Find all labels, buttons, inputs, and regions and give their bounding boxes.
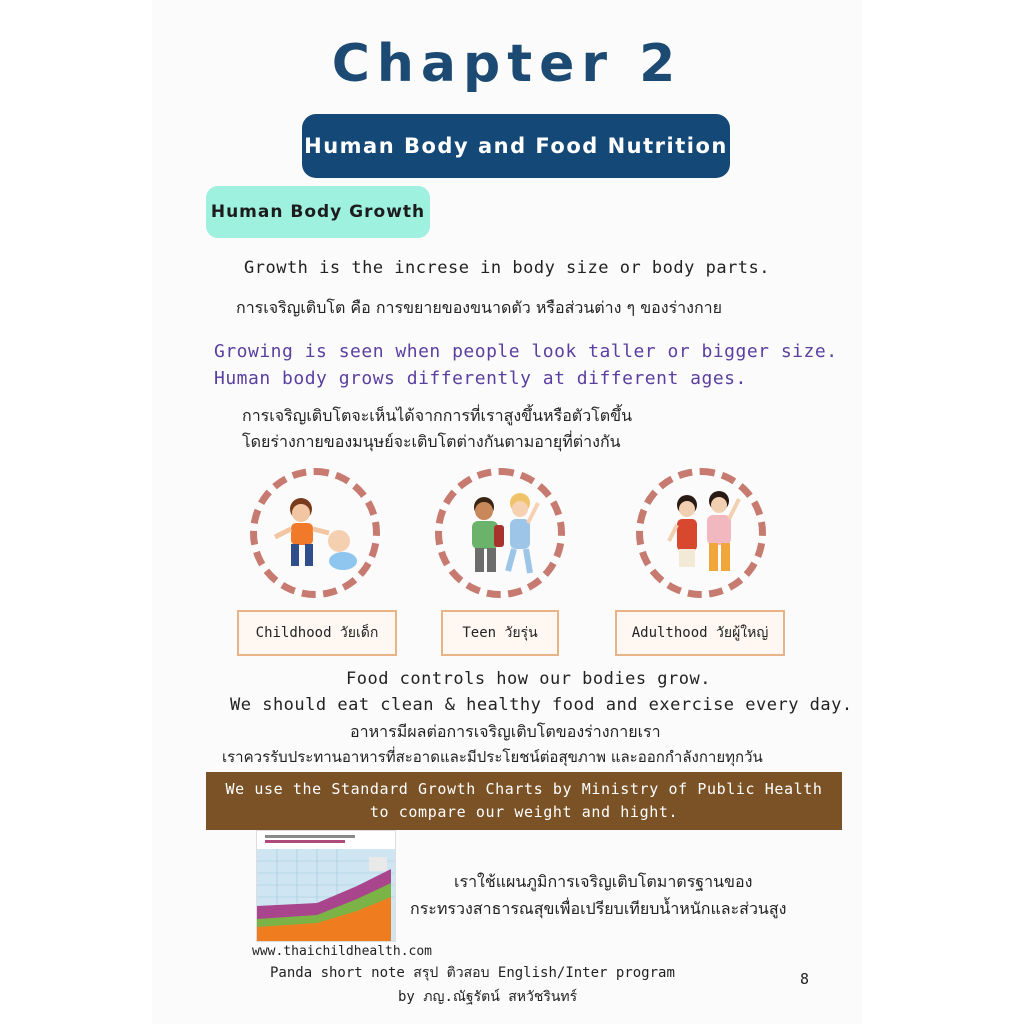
chapter-subtitle: Human Body and Food Nutrition: [302, 114, 730, 178]
teen-illustration: [435, 468, 565, 598]
growing-en-line2: Human body grows differently at different ages.: [214, 368, 747, 389]
page-number: 8: [800, 970, 810, 988]
footer-line2: by ภญ.ณัฐรัตน์ สหวัชรินทร์: [398, 989, 578, 1005]
chapter-title: Chapter 2: [331, 34, 683, 94]
footer-line1: Panda short note สรุป ติวสอบ English/Inter program: [270, 965, 675, 981]
chart-th-line1: เราใช้แผนภูมิการเจริญเติบโตมาตรฐานของ: [454, 872, 753, 891]
chart-website: www.thaichildhealth.com: [252, 944, 433, 959]
chart-th-line2: กระทรวงสาธารณสุขเพื่อเปรียบเทียบน้ำหนักและส่วนสูง: [410, 899, 787, 918]
growing-th-line2: โดยร่างกายของมนุษย์จะเติบโตต่างกันตามอายุที่ต่างกัน: [242, 432, 621, 451]
definition-en: Growth is the increse in body size or body parts.: [244, 258, 771, 278]
stage-label-childhood: Childhood วัยเด็ก: [237, 610, 397, 656]
growing-en-line1: Growing is seen when people look taller or bigger size.: [214, 341, 838, 362]
stage-label-adulthood: Adulthood วัยผู้ใหญ่: [615, 610, 785, 656]
definition-th: การเจริญเติบโต คือ การขยายของขนาดตัว หรือส่วนต่าง ๆ ของร่างกาย: [236, 298, 723, 317]
banner-line2: to compare our weight and hight.: [369, 803, 679, 821]
food-th-line2: เราควรรับประทานอาหารที่สะอาดและมีประโยชน์ต่อสุขภาพ และออกกำลังกายทุกวัน: [222, 748, 763, 766]
stage-label-teen: Teen วัยรุ่น: [441, 610, 559, 656]
food-en-line1: Food controls how our bodies grow.: [346, 669, 711, 689]
food-en-line2: We should eat clean & healthy food and exercise every day.: [230, 695, 853, 715]
growth-chart-thumbnail: [256, 830, 396, 942]
food-th-line1: อาหารมีผลต่อการเจริญเติบโตของร่างกายเรา: [350, 722, 661, 741]
adulthood-illustration: [636, 468, 766, 598]
banner-line1: We use the Standard Growth Charts by Ministry of Public Health: [225, 780, 823, 798]
teenagers-icon: [448, 481, 552, 585]
growing-th-line1: การเจริญเติบโตจะเห็นได้จากการที่เราสูงขึ้นหรือตัวโตขึ้น: [242, 406, 633, 425]
children-icon: [263, 481, 367, 585]
childhood-illustration: [250, 468, 380, 598]
growth-chart-image-icon: [257, 831, 395, 941]
section-heading: Human Body Growth: [206, 186, 430, 238]
adults-icon: [649, 481, 753, 585]
growth-chart-banner: [206, 772, 842, 830]
